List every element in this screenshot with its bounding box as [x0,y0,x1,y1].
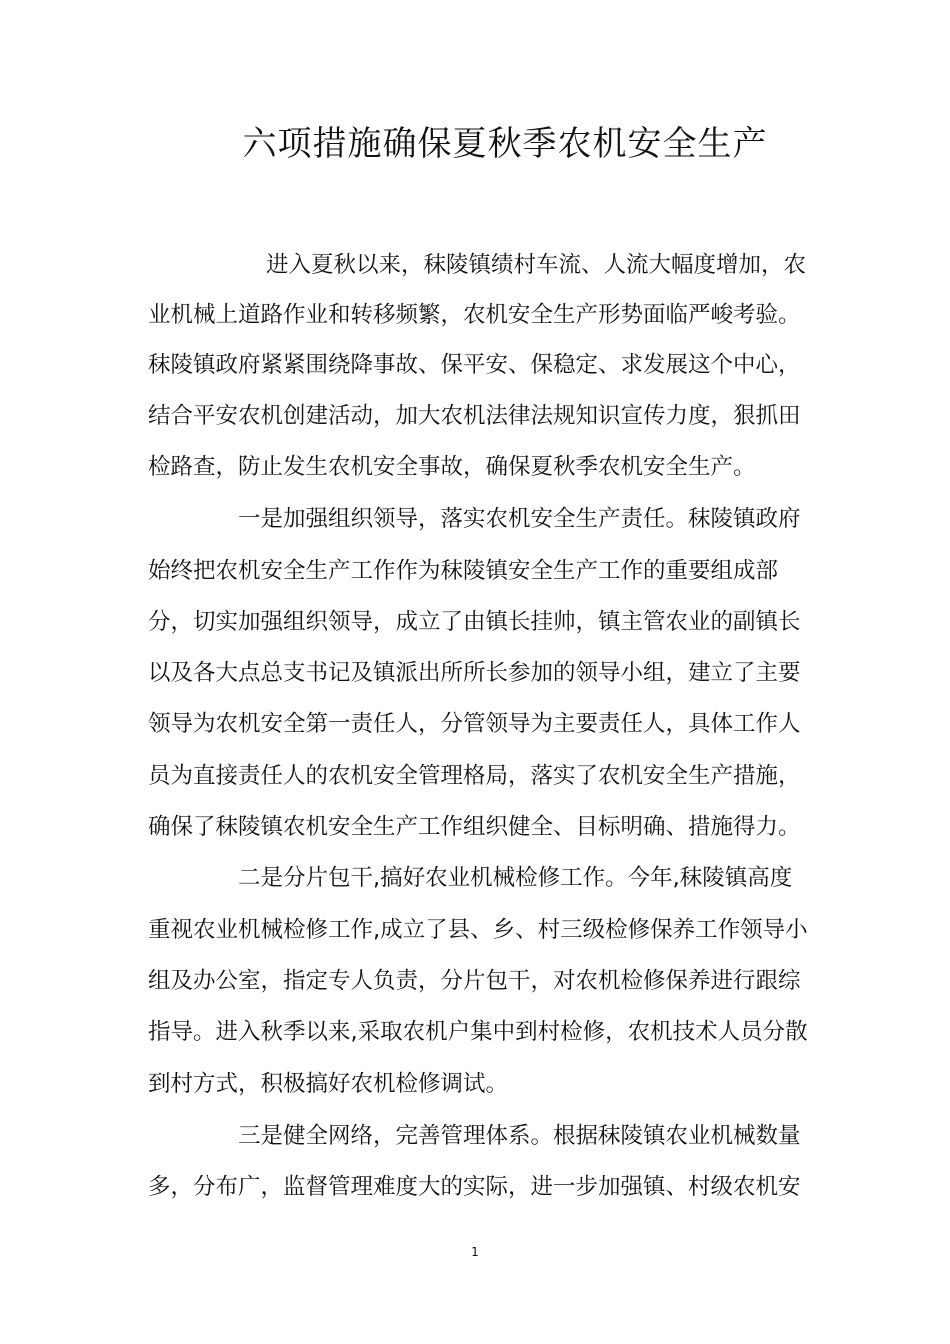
page-number: 1 [471,1245,479,1259]
paragraph-line: 重视农业机械检修工作,成立了县、乡、村三级检修保养工作领导小 [148,917,808,943]
paragraph-line: 一是加强组织领导，落实农机安全生产责任。秣陵镇政府 [238,506,801,532]
paragraph-line: 确保了秣陵镇农机安全生产工作组织健全、目标明确、措施得力。 [148,814,801,840]
paragraph-line: 进入夏秋以来，秣陵镇绩村车流、人流大幅度增加，农 [266,252,807,278]
paragraph-line: 结合平安农机创建活动，加大农机法律法规知识宣传力度，狠抓田 [148,403,801,429]
paragraph-line: 员为直接责任人的农机安全管理格局，落实了农机安全生产措施， [148,763,801,789]
paragraph-line: 检路查，防止发生农机安全事故，确保夏秋季农机安全生产。 [148,454,756,480]
document-title: 六项措施确保夏秋季农机安全生产 [242,124,768,164]
paragraph-line: 组及办公室，指定专人负责，分片包干，对农机检修保养进行跟综 [148,968,801,994]
paragraph-line: 多，分布广，监督管理难度大的实际，进一步加强镇、村级农机安 [148,1174,801,1200]
paragraph-line: 分，切实加强组织领导，成立了由镇长挂帅，镇主管农业的副镇长 [148,609,801,635]
paragraph-line: 始终把农机安全生产工作作为秣陵镇安全生产工作的重要组成部 [148,558,779,584]
paragraph-line: 指导。进入秋季以来,采取农机户集中到村检修，农机技术人员分散 [148,1019,808,1045]
paragraph-line: 以及各大点总支书记及镇派出所所长参加的领导小组，建立了主要 [148,660,801,686]
paragraph-line: 二是分片包干,搞好农业机械检修工作。今年,秣陵镇高度 [238,865,793,891]
paragraph-line: 到村方式，积极搞好农机检修调试。 [148,1071,509,1097]
paragraph-line: 秣陵镇政府紧紧围绕降事故、保平安、保稳定、求发展这个中心， [148,352,801,378]
paragraph-line: 领导为农机安全第一责任人，分管领导为主要责任人，具体工作人 [148,711,801,737]
paragraph-line: 三是健全网络，完善管理体系。根据秣陵镇农业机械数量 [238,1123,801,1149]
paragraph-line: 业机械上道路作业和转移频繁，农机安全生产形势面临严峻考验。 [148,302,801,328]
